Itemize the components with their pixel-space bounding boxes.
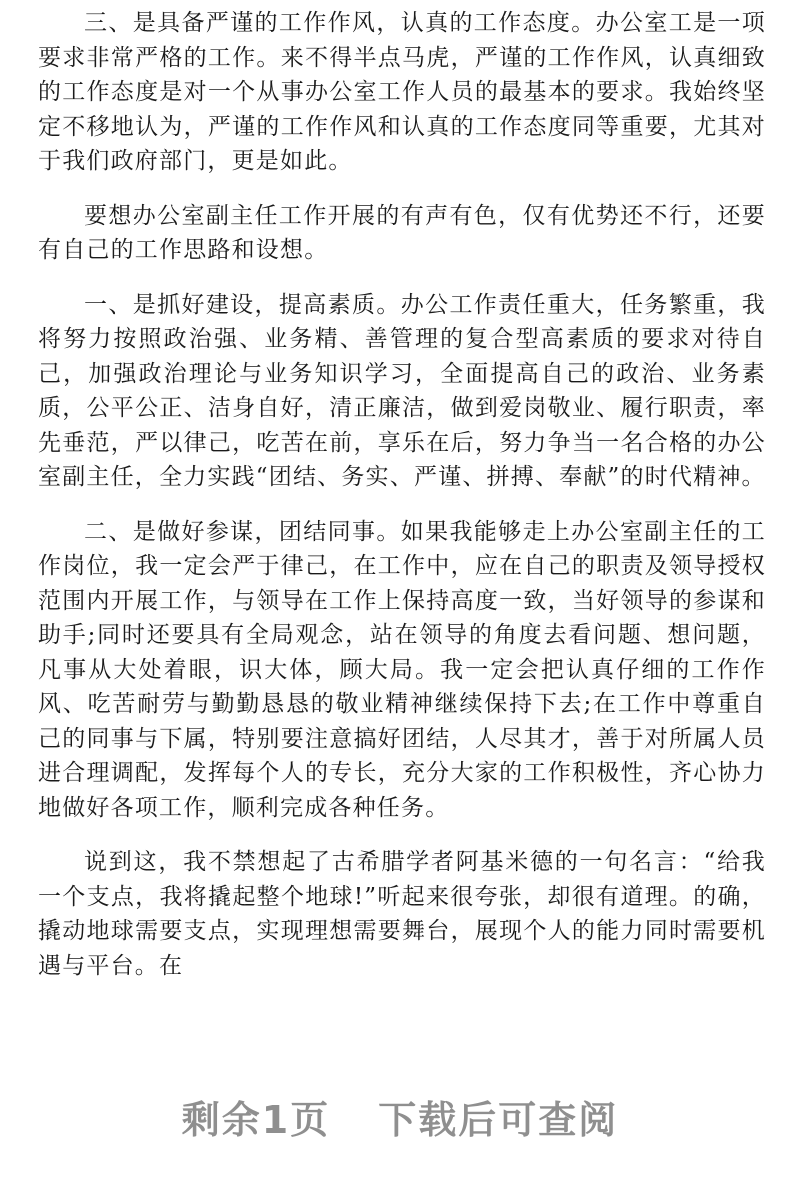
paragraph-work-plans-intro: 要想办公室副主任工作开展的有声有色，仅有优势还不行，还要有自己的工作思路和设想。 xyxy=(38,202,766,263)
remaining-pages-label: 剩余1页 xyxy=(181,1098,331,1142)
paragraph-archimedes-quote: 说到这，我不禁想起了古希腊学者阿基米德的一句名言：“给我一个支点，我将撬起整个地球!”听起来很夸张，却很有道理。的确，撬动地球需要支点，实现理想需要舞台，展现个人的能力同时需要机遇与平台。在 xyxy=(38,849,766,979)
paragraph-work-style: 三、是具备严谨的工作作风，认真的工作态度。办公室工是一项要求非常严格的工作。来不得半点马虎，严谨的工作作风，认真细致的工作态度是对一个从事办公室工作人员的最基本的要求。我始终坚定不移地认为，严谨的工作作风和认真的工作态度同等重要，尤其对于我们政府部门，更是如此。 xyxy=(38,10,766,174)
download-prompt-label: 下载后可查阅 xyxy=(378,1098,619,1142)
document-body xyxy=(38,6,766,1003)
paragraph-teamwork: 二、是做好参谋，团结同事。如果我能够走上办公室副主任的工作岗位，我一定会严于律己，在工作中，应在自己的职责及领导授权范围内开展工作，与领导在工作上保持高度一致，当好领导的参谋和助手;同时还要具有全局观念，站在领导的角度去看问题、想问题，凡事从大处着眼，识大体，顾大局。我一定会把认真仔细的工作作风、吃苦耐劳与勤勤恳恳的敬业精神继续保持下去;在工作中尊重自己的同事与下属，特别要注意搞好团结，人尽其才，善于对所属人员进合理调配，发挥每个人的专长，充分大家的工作积极性，齐心协力地做好各项工作，顺利完成各种任务。 xyxy=(38,518,766,821)
paragraph-improve-quality: 一、是抓好建设，提高素质。办公工作责任重大，任务繁重，我将努力按照政治强、业务精、善管理的复合型高素质的要求对待自己，加强政治理论与业务知识学习，全面提高自己的政治、业务素质，公平公正、洁身自好，清正廉洁，做到爱岗敬业、履行职责，率先垂范，严以律己，吃苦在前，享乐在后，努力争当一名合格的办公室副主任，全力实践“团结、务实、严谨、拼搏、奉献”的时代精神。 xyxy=(38,291,766,490)
download-to-read-banner[interactable] xyxy=(0,1085,800,1155)
